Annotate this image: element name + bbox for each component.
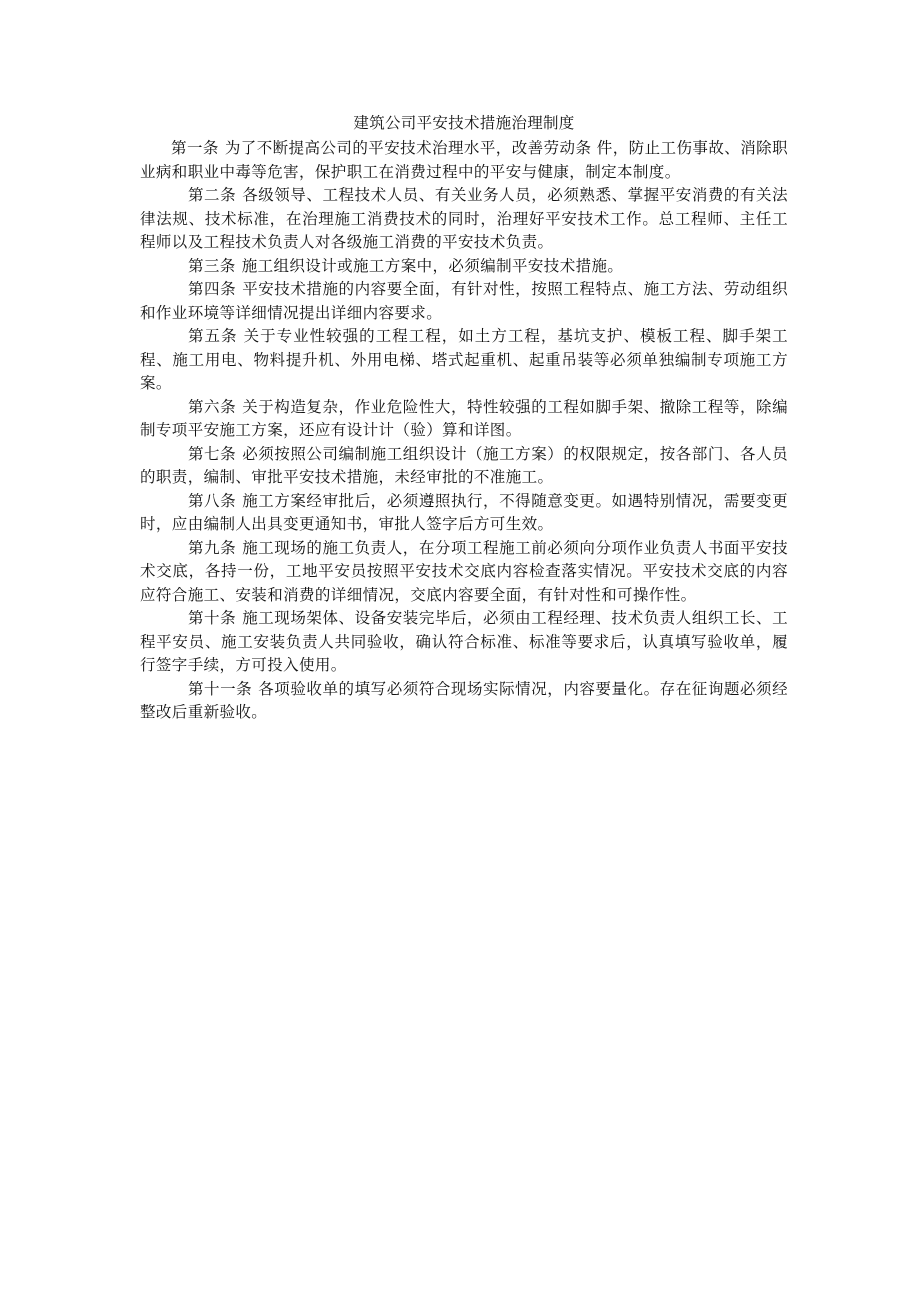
article-label: 第一条	[171, 139, 219, 157]
article-4	[140, 278, 788, 325]
article-label: 第五条	[188, 327, 238, 345]
article-5	[140, 325, 788, 396]
article-label: 第八条	[188, 491, 237, 510]
article-text: 各项验收单的填写必须符合现场实际情况，内容要量化。存在征询题必须经整改后重新验收。	[140, 679, 788, 721]
article-text: 施工组织设计或施工方案中，必须编制平安技术措施。	[241, 256, 624, 275]
article-9	[140, 537, 788, 608]
article-10	[140, 607, 788, 678]
article-text: 各级领导、工程技术人员、有关业务人员，必须熟悉、掌握平安消费的有关法律法规、技术标准，在治理施工消费技术的同时，治理好平安技术工作。总工程师、主任工程师以及工程技术负责人对各级施工消费的平安技术负责。	[140, 186, 789, 251]
article-label: 第二条	[188, 186, 237, 204]
article-label: 第十一条	[188, 679, 253, 698]
article-label: 第十条	[188, 609, 237, 627]
article-8	[140, 490, 788, 537]
article-text: 施工方案经审批后，必须遵照执行，不得随意变更。如遇特别情况，需要变更时，应由编制人出具变更通知书，审批人签字后方可生效。	[140, 491, 789, 533]
article-3	[140, 255, 788, 279]
article-1	[140, 137, 788, 184]
article-text: 施工现场架体、设备安装完毕后，必须由工程经理、技术负责人组织工长、工程平安员、施工安装负责人共同验收，确认符合标准、标准等要求后，认真填写验收单，履行签字手续，方可投入使用。	[140, 609, 789, 674]
article-text: 关于构造复杂，作业危险性大，特性较强的工程如脚手架、撤除工程等，除编制专项平安施工方案，还应有设计计（验）算和详图。	[140, 397, 789, 439]
article-text: 为了不断提高公司的平安技术治理水平，改善劳动条 件，防止工伤事故、消除职业病和职业中毒等危害，保护职工在消费过程中的平安与健康，制定本制度。	[140, 139, 788, 181]
article-label: 第三条	[188, 256, 236, 275]
article-7	[140, 443, 788, 490]
article-label: 第四条	[188, 280, 237, 298]
article-text: 关于专业性较强的工程工程，如土方工程，基坑支护、模板工程、脚手架工程、施工用电、物料提升机、外用电梯、塔式起重机、起重吊装等必须单独编制专项施工方案。	[140, 327, 789, 392]
article-text: 平安技术措施的内容要全面，有针对性，按照工程特点、施工方法、劳动组织和作业环境等详细情况提出详细内容要求。	[140, 280, 789, 322]
article-label: 第九条	[188, 538, 237, 557]
article-2	[140, 184, 788, 255]
article-6	[140, 396, 788, 443]
article-text: 必须按照公司编制施工组织设计（施工方案）的权限规定，按各部门、各人员的职责，编制、审批平安技术措施，未经审批的不准施工。	[140, 444, 789, 486]
article-label: 第六条	[188, 397, 237, 416]
article-label: 第七条	[188, 444, 237, 463]
document-body	[140, 110, 788, 725]
article-text: 施工现场的施工负责人，在分项工程施工前必须向分项作业负责人书面平安技术交底，各持一份，工地平安员按照平安技术交底内容检查落实情况。平安技术交底的内容应符合施工、安装和消费的详细情况，交底内容要全面，有针对性和可操作性。	[140, 538, 789, 604]
document-title: 建筑公司平安技术措施治理制度	[353, 114, 575, 132]
article-11	[140, 678, 788, 725]
